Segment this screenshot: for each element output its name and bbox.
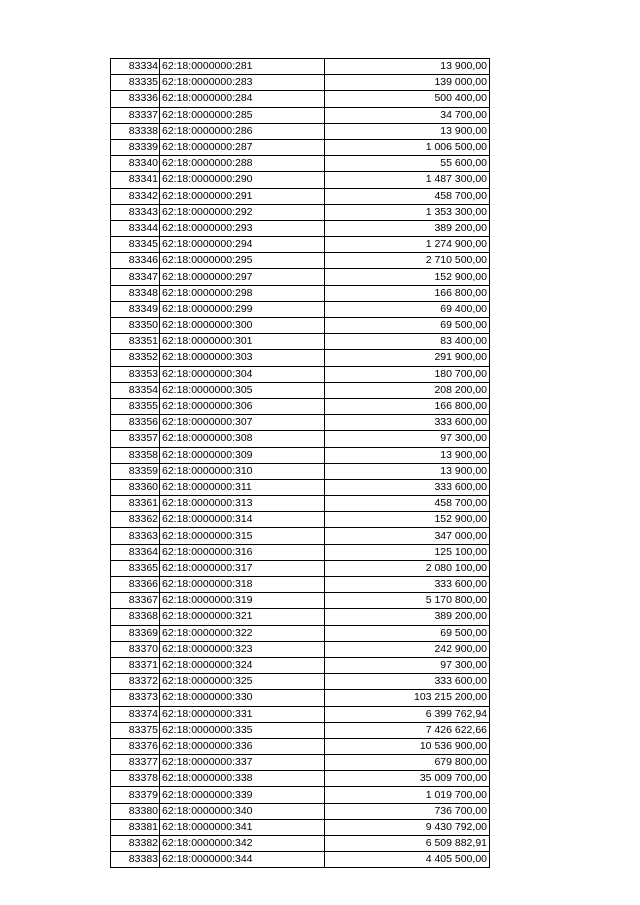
row-number-cell: 83376: [111, 738, 160, 754]
cadastral-number-cell: 62:18:0000000:291: [160, 188, 325, 204]
cadastral-value-cell: 500 400,00: [325, 91, 490, 107]
row-number-cell: 83340: [111, 156, 160, 172]
cadastral-number-cell: 62:18:0000000:292: [160, 204, 325, 220]
table-row: [111, 771, 490, 787]
cadastral-number-cell: 62:18:0000000:306: [160, 398, 325, 414]
table-row: [111, 641, 490, 657]
row-number-cell: 83366: [111, 577, 160, 593]
row-number-cell: 83364: [111, 544, 160, 560]
table-row: [111, 382, 490, 398]
row-number-cell: 83359: [111, 463, 160, 479]
cadastral-value-cell: 152 900,00: [325, 269, 490, 285]
row-number-cell: 83339: [111, 139, 160, 155]
cadastral-number-cell: 62:18:0000000:293: [160, 220, 325, 236]
row-number-cell: 83334: [111, 59, 160, 75]
row-number-cell: 83375: [111, 722, 160, 738]
cadastral-value-table: [110, 58, 490, 868]
cadastral-number-cell: 62:18:0000000:325: [160, 674, 325, 690]
cadastral-number-cell: 62:18:0000000:330: [160, 690, 325, 706]
table-row: [111, 544, 490, 560]
table-row: [111, 415, 490, 431]
cadastral-value-cell: 291 900,00: [325, 350, 490, 366]
cadastral-value-cell: 166 800,00: [325, 285, 490, 301]
cadastral-number-cell: 62:18:0000000:287: [160, 139, 325, 155]
cadastral-number-cell: 62:18:0000000:319: [160, 593, 325, 609]
table-row: [111, 577, 490, 593]
cadastral-value-cell: 242 900,00: [325, 641, 490, 657]
table-row: [111, 706, 490, 722]
table-body: [111, 59, 490, 868]
cadastral-value-cell: 13 900,00: [325, 463, 490, 479]
cadastral-number-cell: 62:18:0000000:313: [160, 496, 325, 512]
cadastral-value-cell: 333 600,00: [325, 479, 490, 495]
table-row: [111, 107, 490, 123]
row-number-cell: 83357: [111, 431, 160, 447]
row-number-cell: 83345: [111, 237, 160, 253]
cadastral-value-cell: 103 215 200,00: [325, 690, 490, 706]
cadastral-value-cell: 1 353 300,00: [325, 204, 490, 220]
cadastral-number-cell: 62:18:0000000:337: [160, 755, 325, 771]
cadastral-number-cell: 62:18:0000000:336: [160, 738, 325, 754]
table-row: [111, 334, 490, 350]
row-number-cell: 83349: [111, 301, 160, 317]
table-row: [111, 787, 490, 803]
cadastral-number-cell: 62:18:0000000:318: [160, 577, 325, 593]
row-number-cell: 83370: [111, 641, 160, 657]
cadastral-number-cell: 62:18:0000000:344: [160, 852, 325, 868]
row-number-cell: 83371: [111, 657, 160, 673]
cadastral-number-cell: 62:18:0000000:341: [160, 819, 325, 835]
cadastral-number-cell: 62:18:0000000:309: [160, 447, 325, 463]
cadastral-value-cell: 679 800,00: [325, 755, 490, 771]
table-row: [111, 156, 490, 172]
table-row: [111, 852, 490, 868]
cadastral-value-cell: 13 900,00: [325, 123, 490, 139]
table-row: [111, 139, 490, 155]
cadastral-value-cell: 6 399 762,94: [325, 706, 490, 722]
row-number-cell: 83377: [111, 755, 160, 771]
row-number-cell: 83363: [111, 528, 160, 544]
cadastral-value-cell: 458 700,00: [325, 188, 490, 204]
cadastral-value-cell: 152 900,00: [325, 512, 490, 528]
cadastral-number-cell: 62:18:0000000:284: [160, 91, 325, 107]
cadastral-value-cell: 333 600,00: [325, 674, 490, 690]
row-number-cell: 83356: [111, 415, 160, 431]
table-row: [111, 220, 490, 236]
row-number-cell: 83337: [111, 107, 160, 123]
table-row: [111, 447, 490, 463]
table-row: [111, 690, 490, 706]
row-number-cell: 83380: [111, 803, 160, 819]
table-row: [111, 528, 490, 544]
cadastral-number-cell: 62:18:0000000:283: [160, 75, 325, 91]
row-number-cell: 83350: [111, 318, 160, 334]
table-row: [111, 836, 490, 852]
cadastral-number-cell: 62:18:0000000:297: [160, 269, 325, 285]
table-row: [111, 301, 490, 317]
table-row: [111, 204, 490, 220]
row-number-cell: 83361: [111, 496, 160, 512]
table-row: [111, 366, 490, 382]
table-row: [111, 75, 490, 91]
cadastral-value-cell: 69 500,00: [325, 318, 490, 334]
cadastral-value-cell: 2 710 500,00: [325, 253, 490, 269]
row-number-cell: 83369: [111, 625, 160, 641]
cadastral-number-cell: 62:18:0000000:317: [160, 560, 325, 576]
cadastral-value-cell: 97 300,00: [325, 431, 490, 447]
cadastral-number-cell: 62:18:0000000:315: [160, 528, 325, 544]
row-number-cell: 83335: [111, 75, 160, 91]
row-number-cell: 83344: [111, 220, 160, 236]
cadastral-value-cell: 1 019 700,00: [325, 787, 490, 803]
cadastral-value-cell: 333 600,00: [325, 415, 490, 431]
table-row: [111, 318, 490, 334]
cadastral-number-cell: 62:18:0000000:335: [160, 722, 325, 738]
table-row: [111, 609, 490, 625]
table-row: [111, 253, 490, 269]
row-number-cell: 83362: [111, 512, 160, 528]
table-row: [111, 237, 490, 253]
cadastral-number-cell: 62:18:0000000:324: [160, 657, 325, 673]
table-row: [111, 431, 490, 447]
table-row: [111, 722, 490, 738]
cadastral-value-cell: 2 080 100,00: [325, 560, 490, 576]
row-number-cell: 83353: [111, 366, 160, 382]
cadastral-value-cell: 6 509 882,91: [325, 836, 490, 852]
cadastral-number-cell: 62:18:0000000:339: [160, 787, 325, 803]
cadastral-number-cell: 62:18:0000000:281: [160, 59, 325, 75]
cadastral-number-cell: 62:18:0000000:303: [160, 350, 325, 366]
row-number-cell: 83352: [111, 350, 160, 366]
cadastral-value-cell: 83 400,00: [325, 334, 490, 350]
row-number-cell: 83336: [111, 91, 160, 107]
row-number-cell: 83372: [111, 674, 160, 690]
cadastral-value-cell: 1 274 900,00: [325, 237, 490, 253]
row-number-cell: 83368: [111, 609, 160, 625]
cadastral-number-cell: 62:18:0000000:342: [160, 836, 325, 852]
cadastral-number-cell: 62:18:0000000:340: [160, 803, 325, 819]
table-row: [111, 819, 490, 835]
table-row: [111, 463, 490, 479]
cadastral-value-cell: 13 900,00: [325, 447, 490, 463]
table-row: [111, 593, 490, 609]
table-row: [111, 512, 490, 528]
cadastral-number-cell: 62:18:0000000:316: [160, 544, 325, 560]
cadastral-number-cell: 62:18:0000000:308: [160, 431, 325, 447]
table-row: [111, 398, 490, 414]
cadastral-value-cell: 1 006 500,00: [325, 139, 490, 155]
row-number-cell: 83378: [111, 771, 160, 787]
cadastral-number-cell: 62:18:0000000:294: [160, 237, 325, 253]
row-number-cell: 83338: [111, 123, 160, 139]
cadastral-number-cell: 62:18:0000000:307: [160, 415, 325, 431]
cadastral-number-cell: 62:18:0000000:288: [160, 156, 325, 172]
cadastral-value-cell: 35 009 700,00: [325, 771, 490, 787]
table-row: [111, 657, 490, 673]
cadastral-number-cell: 62:18:0000000:299: [160, 301, 325, 317]
table-row: [111, 172, 490, 188]
row-number-cell: 83382: [111, 836, 160, 852]
cadastral-value-cell: 69 400,00: [325, 301, 490, 317]
row-number-cell: 83373: [111, 690, 160, 706]
row-number-cell: 83351: [111, 334, 160, 350]
row-number-cell: 83346: [111, 253, 160, 269]
cadastral-number-cell: 62:18:0000000:322: [160, 625, 325, 641]
cadastral-value-cell: 1 487 300,00: [325, 172, 490, 188]
cadastral-number-cell: 62:18:0000000:338: [160, 771, 325, 787]
row-number-cell: 83374: [111, 706, 160, 722]
cadastral-value-cell: 34 700,00: [325, 107, 490, 123]
table-row: [111, 188, 490, 204]
table-row: [111, 625, 490, 641]
cadastral-number-cell: 62:18:0000000:310: [160, 463, 325, 479]
cadastral-number-cell: 62:18:0000000:314: [160, 512, 325, 528]
cadastral-value-cell: 125 100,00: [325, 544, 490, 560]
cadastral-number-cell: 62:18:0000000:286: [160, 123, 325, 139]
table-row: [111, 496, 490, 512]
table-row: [111, 350, 490, 366]
cadastral-value-cell: 166 800,00: [325, 398, 490, 414]
cadastral-value-cell: 13 900,00: [325, 59, 490, 75]
cadastral-value-cell: 347 000,00: [325, 528, 490, 544]
table-row: [111, 91, 490, 107]
row-number-cell: 83355: [111, 398, 160, 414]
cadastral-value-cell: 9 430 792,00: [325, 819, 490, 835]
cadastral-value-cell: 208 200,00: [325, 382, 490, 398]
cadastral-number-cell: 62:18:0000000:311: [160, 479, 325, 495]
cadastral-value-cell: 389 200,00: [325, 220, 490, 236]
row-number-cell: 83358: [111, 447, 160, 463]
row-number-cell: 83354: [111, 382, 160, 398]
row-number-cell: 83341: [111, 172, 160, 188]
cadastral-number-cell: 62:18:0000000:295: [160, 253, 325, 269]
table-row: [111, 285, 490, 301]
cadastral-value-cell: 69 500,00: [325, 625, 490, 641]
cadastral-number-cell: 62:18:0000000:321: [160, 609, 325, 625]
cadastral-value-cell: 5 170 800,00: [325, 593, 490, 609]
cadastral-number-cell: 62:18:0000000:285: [160, 107, 325, 123]
cadastral-number-cell: 62:18:0000000:290: [160, 172, 325, 188]
table-row: [111, 123, 490, 139]
cadastral-number-cell: 62:18:0000000:305: [160, 382, 325, 398]
cadastral-value-cell: 10 536 900,00: [325, 738, 490, 754]
table-row: [111, 269, 490, 285]
table-row: [111, 59, 490, 75]
table-row: [111, 674, 490, 690]
cadastral-value-cell: 55 600,00: [325, 156, 490, 172]
table-row: [111, 755, 490, 771]
cadastral-number-cell: 62:18:0000000:300: [160, 318, 325, 334]
table-row: [111, 560, 490, 576]
table-row: [111, 803, 490, 819]
row-number-cell: 83347: [111, 269, 160, 285]
row-number-cell: 83381: [111, 819, 160, 835]
row-number-cell: 83383: [111, 852, 160, 868]
cadastral-number-cell: 62:18:0000000:301: [160, 334, 325, 350]
cadastral-value-cell: 180 700,00: [325, 366, 490, 382]
cadastral-number-cell: 62:18:0000000:298: [160, 285, 325, 301]
cadastral-value-cell: 139 000,00: [325, 75, 490, 91]
cadastral-number-cell: 62:18:0000000:304: [160, 366, 325, 382]
row-number-cell: 83342: [111, 188, 160, 204]
row-number-cell: 83379: [111, 787, 160, 803]
cadastral-value-cell: 333 600,00: [325, 577, 490, 593]
cadastral-value-cell: 97 300,00: [325, 657, 490, 673]
row-number-cell: 83365: [111, 560, 160, 576]
row-number-cell: 83348: [111, 285, 160, 301]
cadastral-value-cell: 736 700,00: [325, 803, 490, 819]
row-number-cell: 83360: [111, 479, 160, 495]
cadastral-value-cell: 4 405 500,00: [325, 852, 490, 868]
row-number-cell: 83367: [111, 593, 160, 609]
cadastral-value-cell: 389 200,00: [325, 609, 490, 625]
row-number-cell: 83343: [111, 204, 160, 220]
cadastral-value-cell: 458 700,00: [325, 496, 490, 512]
table-row: [111, 479, 490, 495]
table-row: [111, 738, 490, 754]
cadastral-number-cell: 62:18:0000000:331: [160, 706, 325, 722]
cadastral-value-cell: 7 426 622,66: [325, 722, 490, 738]
cadastral-number-cell: 62:18:0000000:323: [160, 641, 325, 657]
